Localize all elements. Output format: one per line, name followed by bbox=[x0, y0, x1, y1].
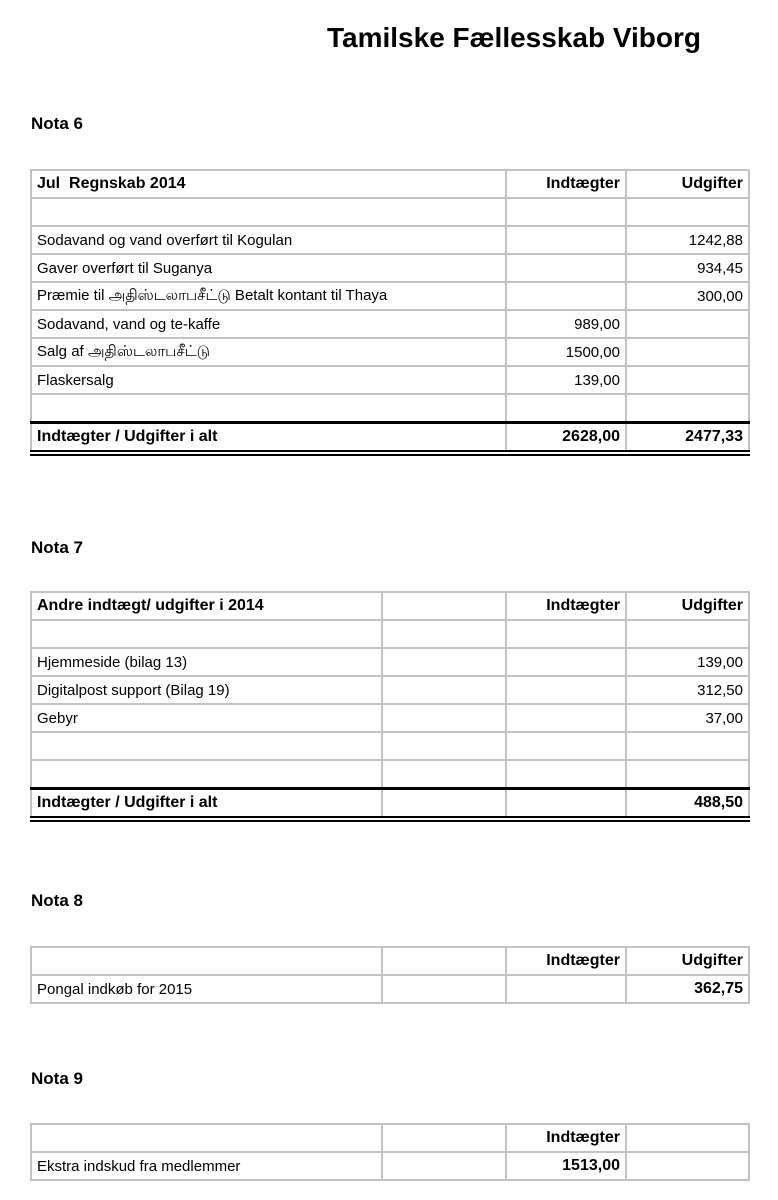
column-header bbox=[626, 1124, 749, 1152]
table-cell bbox=[31, 732, 382, 760]
table-cell bbox=[31, 198, 506, 226]
total-row bbox=[31, 423, 749, 454]
nota-8-table bbox=[30, 946, 750, 1004]
table-cell bbox=[506, 282, 626, 310]
table-cell: 2628,00 bbox=[506, 423, 626, 454]
table-cell: 488,50 bbox=[626, 789, 749, 820]
table-cell: 37,00 bbox=[626, 704, 749, 732]
table-cell bbox=[382, 620, 506, 648]
table-cell: Ekstra indskud fra medlemmer bbox=[31, 1152, 382, 1180]
table-row bbox=[31, 760, 749, 789]
column-header: Indtægter bbox=[506, 1124, 626, 1152]
column-header: Andre indtægt/ udgifter i 2014 bbox=[31, 592, 382, 620]
column-header bbox=[382, 592, 506, 620]
table-cell bbox=[506, 676, 626, 704]
section-heading-nota-8: Nota 8 bbox=[31, 891, 83, 910]
table-cell bbox=[506, 198, 626, 226]
table-cell: 989,00 bbox=[506, 310, 626, 338]
section-heading-nota-6: Nota 6 bbox=[31, 114, 83, 133]
header-row bbox=[31, 1124, 749, 1152]
table-cell: 934,45 bbox=[626, 254, 749, 282]
header-row bbox=[31, 170, 749, 198]
table-row bbox=[31, 620, 749, 648]
nota-9-table bbox=[30, 1123, 750, 1181]
table-cell bbox=[382, 676, 506, 704]
table-cell bbox=[626, 760, 749, 789]
section-heading-nota-7: Nota 7 bbox=[31, 538, 83, 557]
section-heading-nota-9: Nota 9 bbox=[31, 1069, 83, 1088]
table-cell: 362,75 bbox=[626, 975, 749, 1003]
table-cell: 1513,00 bbox=[506, 1152, 626, 1180]
table-cell bbox=[626, 338, 749, 366]
table-row bbox=[31, 704, 749, 732]
table-cell bbox=[31, 620, 382, 648]
table-cell bbox=[626, 198, 749, 226]
header-row bbox=[31, 592, 749, 620]
table-cell bbox=[626, 1152, 749, 1180]
column-header bbox=[382, 947, 506, 975]
table-cell bbox=[506, 975, 626, 1003]
table-cell: 139,00 bbox=[506, 366, 626, 394]
table-cell: 2477,33 bbox=[626, 423, 749, 454]
table-cell: Sodavand, vand og te-kaffe bbox=[31, 310, 506, 338]
column-header bbox=[31, 947, 382, 975]
table-cell bbox=[506, 394, 626, 423]
column-header bbox=[31, 1124, 382, 1152]
table-cell: Gaver overført til Suganya bbox=[31, 254, 506, 282]
table-row bbox=[31, 648, 749, 676]
table-cell bbox=[31, 760, 382, 789]
table-cell: 139,00 bbox=[626, 648, 749, 676]
table-cell: Flaskersalg bbox=[31, 366, 506, 394]
table-cell bbox=[382, 789, 506, 820]
table-cell: Gebyr bbox=[31, 704, 382, 732]
column-header bbox=[382, 1124, 506, 1152]
table-cell bbox=[626, 310, 749, 338]
table-row bbox=[31, 282, 749, 310]
table-cell bbox=[506, 789, 626, 820]
table-cell bbox=[506, 760, 626, 789]
table-cell bbox=[626, 732, 749, 760]
page-title: Tamilske Fællesskab Viborg bbox=[327, 22, 702, 53]
table-cell bbox=[626, 366, 749, 394]
table-cell bbox=[506, 648, 626, 676]
table-row bbox=[31, 366, 749, 394]
table-cell bbox=[506, 732, 626, 760]
table-row bbox=[31, 338, 749, 366]
table-row bbox=[31, 254, 749, 282]
table-cell bbox=[382, 760, 506, 789]
column-header: Jul Regnskab 2014 bbox=[31, 170, 506, 198]
table-cell bbox=[506, 704, 626, 732]
total-row bbox=[31, 789, 749, 820]
table-row bbox=[31, 676, 749, 704]
table-cell bbox=[382, 732, 506, 760]
column-header: Indtægter bbox=[506, 170, 626, 198]
table-cell: Salg af அதிஸ்டலாபசீட்டு bbox=[31, 338, 506, 366]
table-cell: Præmie til அதிஸ்டலாபசீட்டு Betalt kontant til Thaya bbox=[31, 282, 506, 310]
table-cell: 1242,88 bbox=[626, 226, 749, 254]
table-cell: Hjemmeside (bilag 13) bbox=[31, 648, 382, 676]
column-header: Udgifter bbox=[626, 592, 749, 620]
table-cell: Digitalpost support (Bilag 19) bbox=[31, 676, 382, 704]
table-cell bbox=[31, 394, 506, 423]
column-header: Udgifter bbox=[626, 947, 749, 975]
table-cell bbox=[506, 226, 626, 254]
table-cell bbox=[506, 620, 626, 648]
table-row bbox=[31, 1152, 749, 1180]
table-cell: Pongal indkøb for 2015 bbox=[31, 975, 382, 1003]
table-cell bbox=[626, 620, 749, 648]
nota-7-table bbox=[30, 591, 750, 822]
table-row bbox=[31, 198, 749, 226]
table-cell bbox=[506, 254, 626, 282]
table-row bbox=[31, 226, 749, 254]
table-row bbox=[31, 310, 749, 338]
table-cell: Indtægter / Udgifter i alt bbox=[31, 423, 506, 454]
table-row bbox=[31, 975, 749, 1003]
table-cell bbox=[382, 648, 506, 676]
table-cell bbox=[382, 704, 506, 732]
table-cell bbox=[626, 394, 749, 423]
table-cell: Sodavand og vand overført til Kogulan bbox=[31, 226, 506, 254]
table-row bbox=[31, 394, 749, 423]
table-cell: 312,50 bbox=[626, 676, 749, 704]
table-row bbox=[31, 732, 749, 760]
column-header: Indtægter bbox=[506, 592, 626, 620]
table-cell: 300,00 bbox=[626, 282, 749, 310]
nota-6-table bbox=[30, 169, 750, 456]
column-header: Udgifter bbox=[626, 170, 749, 198]
table-cell bbox=[382, 975, 506, 1003]
table-cell bbox=[382, 1152, 506, 1180]
table-cell: 1500,00 bbox=[506, 338, 626, 366]
table-cell: Indtægter / Udgifter i alt bbox=[31, 789, 382, 820]
column-header: Indtægter bbox=[506, 947, 626, 975]
header-row bbox=[31, 947, 749, 975]
